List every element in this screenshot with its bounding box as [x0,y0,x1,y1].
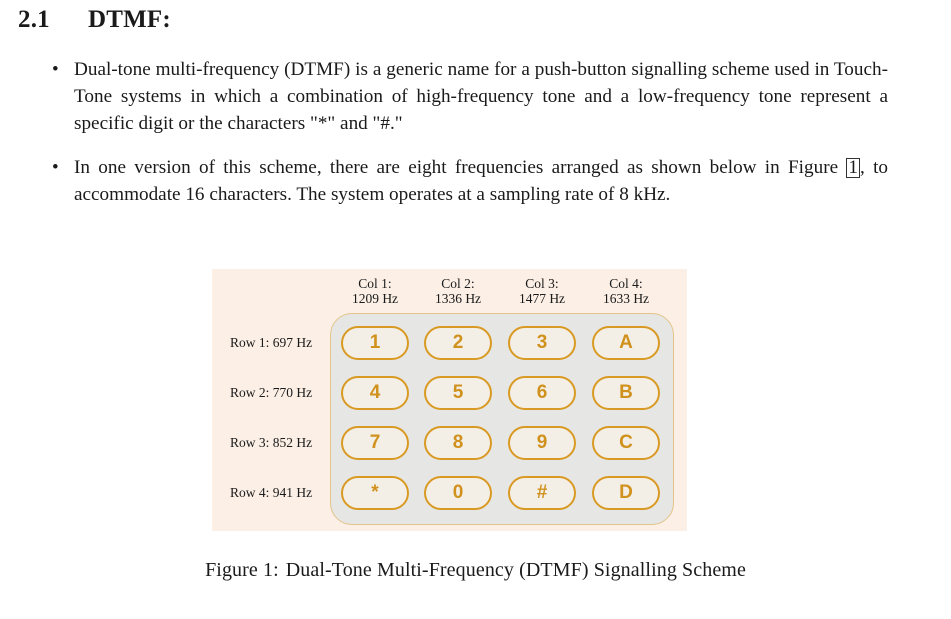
column-label: Col 4: [609,276,643,291]
keypad-key-4[interactable]: 4 [341,376,409,410]
figure-reference-link[interactable]: 1 [848,157,858,178]
section-number: 2.1 [18,6,50,33]
keypad-key-1[interactable]: 1 [341,326,409,360]
bullet-text: Dual-tone multi-frequency (DTMF) is a generic name for a push-button signalling scheme used in Touch-Tone systems in which a combination of high-frequency tone and a low-frequency tone represent a specific digit or the characters "*" and "#." [74,59,888,134]
column-label: Col 1: [358,276,392,291]
keypad-key-b[interactable]: B [592,376,660,410]
keypad-key-a[interactable]: A [592,326,660,360]
column-label: Col 2: [441,276,475,291]
column-label: Col 3: [525,276,559,291]
row-label: Row 4: 941 Hz [230,485,313,500]
dtmf-figure [212,269,687,531]
bullet-dot-icon: • [52,157,59,178]
bullet-dot-icon: • [52,59,59,80]
section-heading [18,6,171,34]
keypad-key-5[interactable]: 5 [424,376,492,410]
bullet-text: In one version of this scheme, there are eight frequencies arranged as shown below in Figure [74,157,847,178]
column-header [504,276,580,306]
keypad-key-star[interactable]: * [341,476,409,510]
keypad-key-6[interactable]: 6 [508,376,576,410]
column-header [420,276,496,306]
keypad-key-hash[interactable]: # [508,476,576,510]
bullet-item [52,56,888,137]
caption-text: Dual-Tone Multi-Frequency (DTMF) Signalling Scheme [285,559,746,581]
bullet-list [52,56,888,225]
row-label: Row 3: 852 Hz [230,435,313,450]
column-header [337,276,413,306]
column-frequency: 1633 Hz [602,291,650,306]
keypad-key-2[interactable]: 2 [424,326,492,360]
keypad-key-9[interactable]: 9 [508,426,576,460]
keypad-key-d[interactable]: D [592,476,660,510]
keypad-key-8[interactable]: 8 [424,426,492,460]
column-header [588,276,664,306]
keypad-key-7[interactable]: 7 [341,426,409,460]
figure-caption [0,559,951,582]
caption-label: Figure 1: [205,559,279,581]
column-frequency: 1209 Hz [351,291,399,306]
keypad-key-0[interactable]: 0 [424,476,492,510]
column-frequency: 1336 Hz [434,291,482,306]
bullet-text: , to accommodate 16 characters. The system operates at a sampling rate of 8 kHz. [74,157,888,205]
column-frequency: 1477 Hz [518,291,566,306]
bullet-item [52,154,888,208]
row-label: Row 2: 770 Hz [230,385,313,400]
keypad-key-3[interactable]: 3 [508,326,576,360]
row-label: Row 1: 697 Hz [230,335,313,350]
keypad-key-c[interactable]: C [592,426,660,460]
section-title: DTMF: [88,6,171,33]
